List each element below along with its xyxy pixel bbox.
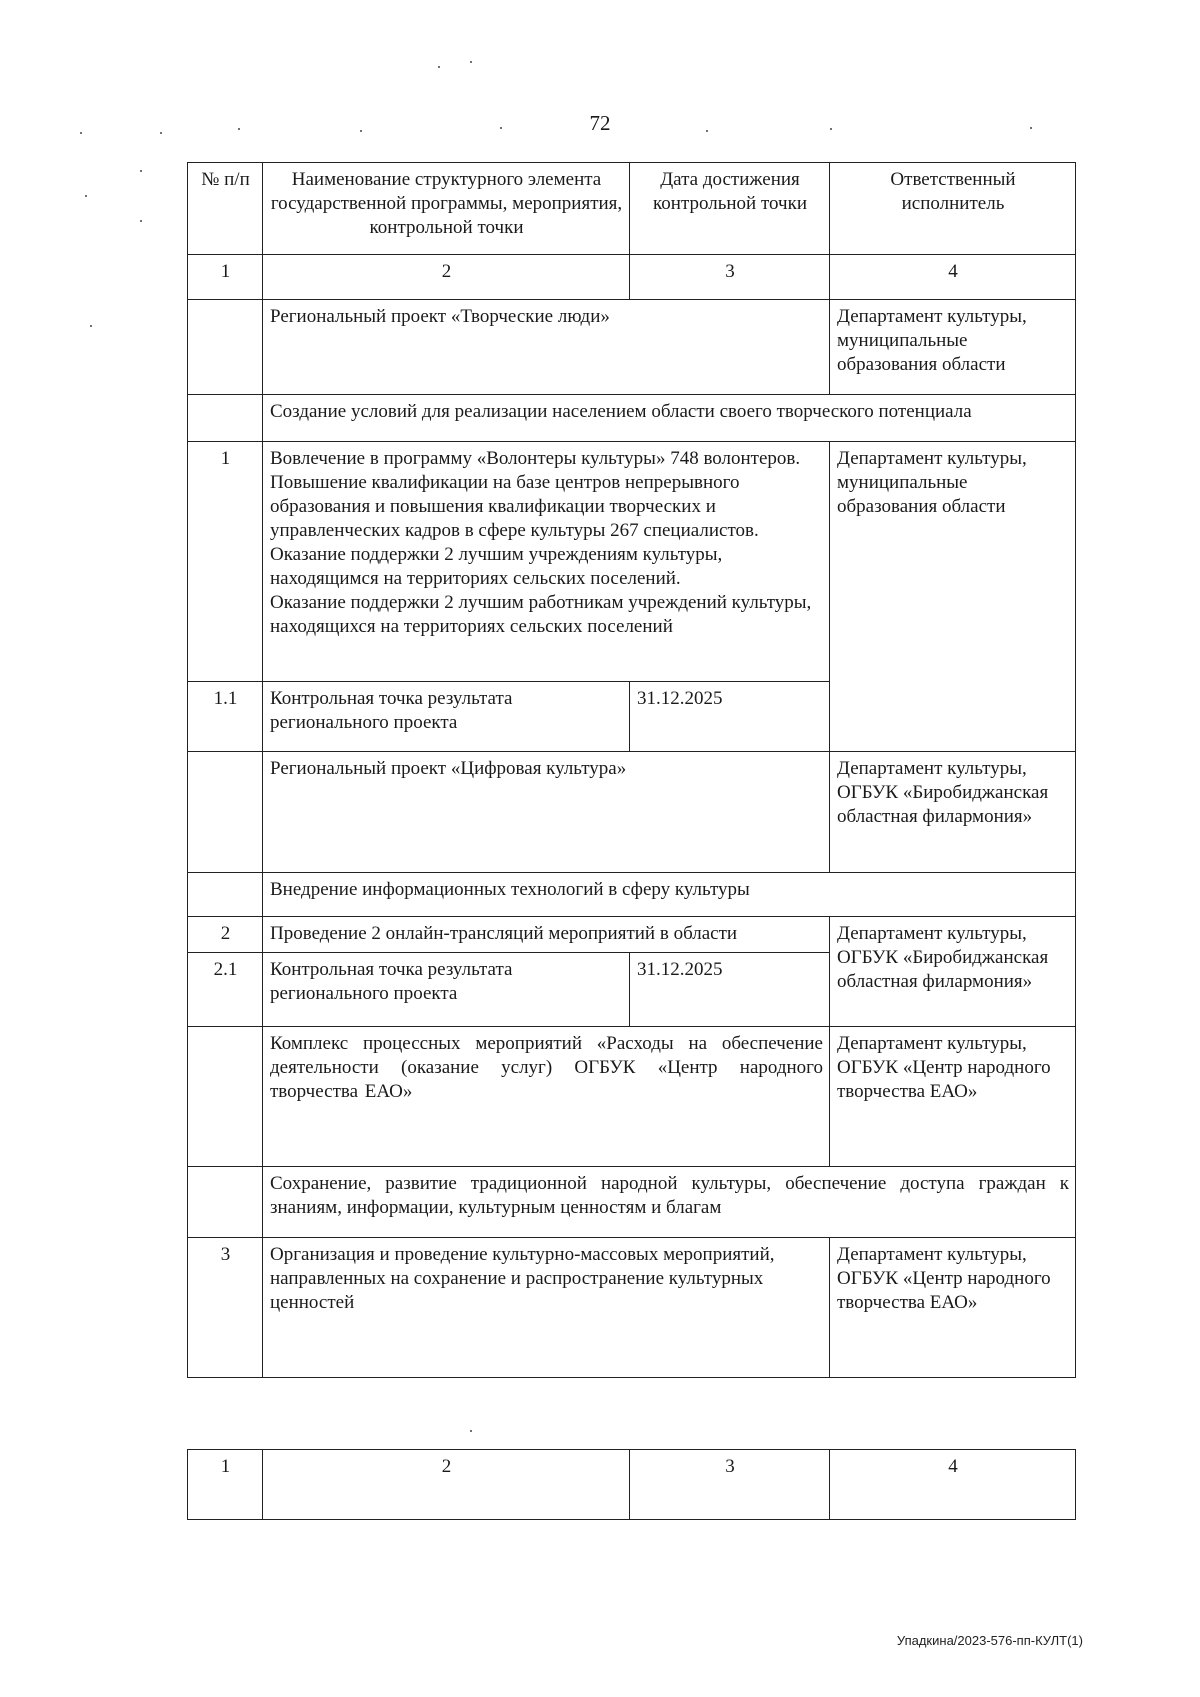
header-name: Наименование структурного элемента государственной программы, мероприятия, контрольной точки (263, 163, 630, 255)
row-name: Контрольная точка результата регионального проекта (263, 682, 630, 752)
continuation-table (187, 1449, 1076, 1520)
column-number: 2 (263, 1450, 630, 1520)
row-number (188, 1027, 263, 1167)
row-responsible: Департамент культуры, ОГБУК «Центр народного творчества ЕАО» (830, 1027, 1076, 1167)
row-number: 3 (188, 1238, 263, 1378)
header-number: № п/п (188, 163, 263, 255)
row-number (188, 1167, 263, 1238)
scan-speck (706, 130, 708, 132)
row-date: 31.12.2025 (630, 953, 830, 1027)
table-row (188, 1027, 1076, 1167)
scan-speck (160, 132, 162, 134)
row-number (188, 752, 263, 873)
row-name: Контрольная точка результата регионального проекта (263, 953, 630, 1027)
scan-speck (140, 220, 142, 222)
table-row (188, 300, 1076, 395)
row-number: 2 (188, 917, 263, 953)
row-name-line: Оказание поддержки 2 лучшим учреждениям культуры, находящимся на территориях сельских поселений. (270, 544, 723, 589)
table-row (188, 395, 1076, 442)
scan-speck (90, 325, 92, 327)
table-row (188, 1238, 1076, 1378)
column-number-row (188, 255, 1076, 300)
row-number: 1.1 (188, 682, 263, 752)
scan-speck (830, 128, 832, 130)
row-name-line: Оказание поддержки 2 лучшим работникам учреждений культуры, находящихся на территориях сельских поселений (270, 592, 812, 637)
scan-speck (85, 195, 87, 197)
column-number: 3 (630, 1450, 830, 1520)
row-name: Региональный проект «Творческие люди» (263, 300, 830, 395)
scan-speck (470, 61, 472, 63)
row-number: 2.1 (188, 953, 263, 1027)
row-responsible: Департамент культуры, ОГБУК «Биробиджанская областная филармония» (830, 917, 1076, 1027)
page-number: 72 (589, 111, 611, 135)
row-name: Проведение 2 онлайн-трансляций мероприятий в области (263, 917, 830, 953)
row-name: Региональный проект «Цифровая культура» (263, 752, 830, 873)
column-number: 3 (630, 255, 830, 300)
table-row (188, 873, 1076, 917)
column-number: 4 (830, 1450, 1076, 1520)
row-number (188, 395, 263, 442)
column-number: 2 (263, 255, 630, 300)
row-section-title: Сохранение, развитие традиционной народной культуры, обеспечение доступа граждан к знаниям, информации, культурным ценностям и благам (263, 1167, 1076, 1238)
row-number: 1 (188, 442, 263, 682)
header-date: Дата достижения контрольной точки (630, 163, 830, 255)
column-number: 4 (830, 255, 1076, 300)
row-responsible: Департамент культуры, ОГБУК «Биробиджанская областная филармония» (830, 752, 1076, 873)
row-name-line: Вовлечение в программу «Волонтеры культуры» 748 волонтеров. (270, 448, 801, 469)
table-row (188, 1167, 1076, 1238)
scan-speck (360, 130, 362, 132)
scan-speck (1030, 127, 1032, 129)
row-responsible: Департамент культуры, муниципальные образования области (830, 442, 1076, 752)
scan-speck (238, 128, 240, 130)
scan-speck (470, 1430, 472, 1432)
table-row (188, 917, 1076, 953)
row-name: Комплекс процессных мероприятий «Расходы на обеспечение деятельности (оказание услуг) ОГБУК «Центр народного творчества ЕАО» (263, 1027, 830, 1167)
row-responsible: Департамент культуры, муниципальные образования области (830, 300, 1076, 395)
document-reference: Упадкина/2023-576-пп-КУЛТ(1) (896, 1633, 1083, 1648)
header-responsible: Ответственный исполнитель (830, 163, 1076, 255)
column-number-row (188, 1450, 1076, 1520)
scan-speck (80, 132, 82, 134)
column-number: 1 (188, 1450, 263, 1520)
row-name: Организация и проведение культурно-массовых мероприятий, направленных на сохранение и распространение культурных ценностей (263, 1238, 830, 1378)
program-table (187, 162, 1076, 1378)
row-responsible: Департамент культуры, ОГБУК «Центр народного творчества ЕАО» (830, 1238, 1076, 1378)
scan-speck (140, 170, 142, 172)
row-section-title: Создание условий для реализации населением области своего творческого потенциала (263, 395, 1076, 442)
column-number: 1 (188, 255, 263, 300)
header-row (188, 163, 1076, 255)
row-name (263, 442, 830, 682)
scan-speck (500, 127, 502, 129)
scan-speck (438, 66, 440, 68)
row-section-title: Внедрение информационных технологий в сферу культуры (263, 873, 1076, 917)
row-name-line: Повышение квалификации на базе центров непрерывного образования и повышения квалификации творческих и управленческих кадров в сфере культуры 267 специалистов. (270, 472, 759, 541)
table-row (188, 442, 1076, 682)
row-number (188, 300, 263, 395)
row-number (188, 873, 263, 917)
table-row (188, 752, 1076, 873)
row-date: 31.12.2025 (630, 682, 830, 752)
